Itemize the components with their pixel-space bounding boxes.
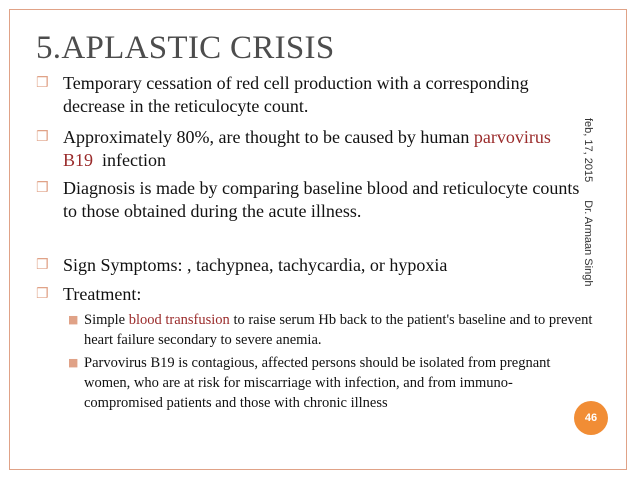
bullet-item bbox=[36, 283, 583, 306]
bullet-marker-icon: ❒ bbox=[36, 286, 49, 302]
sub-bullet-item bbox=[68, 310, 604, 350]
sub-bullet-text bbox=[68, 310, 604, 350]
sub-bullet-marker-icon: ■ bbox=[68, 356, 79, 369]
highlight-term: parvovirus B19 bbox=[63, 127, 551, 170]
sub-bullet-text-part: to raise serum Hb back to the patient's baseline and to prevent heart failure secondary to severe anemia. bbox=[84, 312, 597, 348]
bullet-marker-icon: ❒ bbox=[36, 129, 49, 145]
bullet-item bbox=[36, 126, 583, 172]
slide-title: 5.APLASTIC CRISIS bbox=[36, 30, 335, 66]
bullet-text bbox=[36, 126, 583, 172]
bullet-text: Temporary cessation of red cell production with a corresponding decrease in the reticulocyte count. bbox=[63, 73, 529, 116]
footer-date: feb, 17, 2015 bbox=[582, 118, 594, 183]
bullet-item bbox=[36, 177, 583, 223]
bullet-item bbox=[36, 72, 583, 118]
bullet-text: Treatment: bbox=[63, 284, 142, 304]
bullet-marker-icon: ❒ bbox=[36, 180, 49, 196]
sub-bullet-text: Parvovirus B19 is contagious, affected persons should be isolated from pregnant women, who are at risk for miscarriage with infection, and from immuno-compromised patients and those with chronic illness bbox=[84, 355, 551, 411]
sub-bullet-item bbox=[68, 353, 589, 413]
bullet-marker-icon: ❒ bbox=[36, 75, 49, 91]
bullet-item bbox=[36, 254, 583, 277]
sub-bullet-marker-icon: ■ bbox=[68, 313, 79, 326]
highlight-term: blood transfusion bbox=[128, 312, 230, 328]
bullet-marker-icon: ❒ bbox=[36, 257, 49, 273]
sub-bullet-text-part: Simple bbox=[84, 312, 129, 328]
footer-author: Dr. Armaan Singh bbox=[582, 200, 594, 287]
bullet-text-part: infection bbox=[93, 150, 166, 170]
vertical-footer bbox=[581, 118, 595, 286]
bullet-text: Diagnosis is made by comparing baseline blood and reticulocyte counts to those obtained during the acute illness. bbox=[63, 178, 580, 221]
page-number-badge: 46 bbox=[574, 401, 608, 435]
bullet-text-part: Approximately 80%, are thought to be caused by human bbox=[63, 127, 474, 147]
bullet-text: Sign Symptoms: , tachypnea, tachycardia, or hypoxia bbox=[63, 255, 448, 275]
